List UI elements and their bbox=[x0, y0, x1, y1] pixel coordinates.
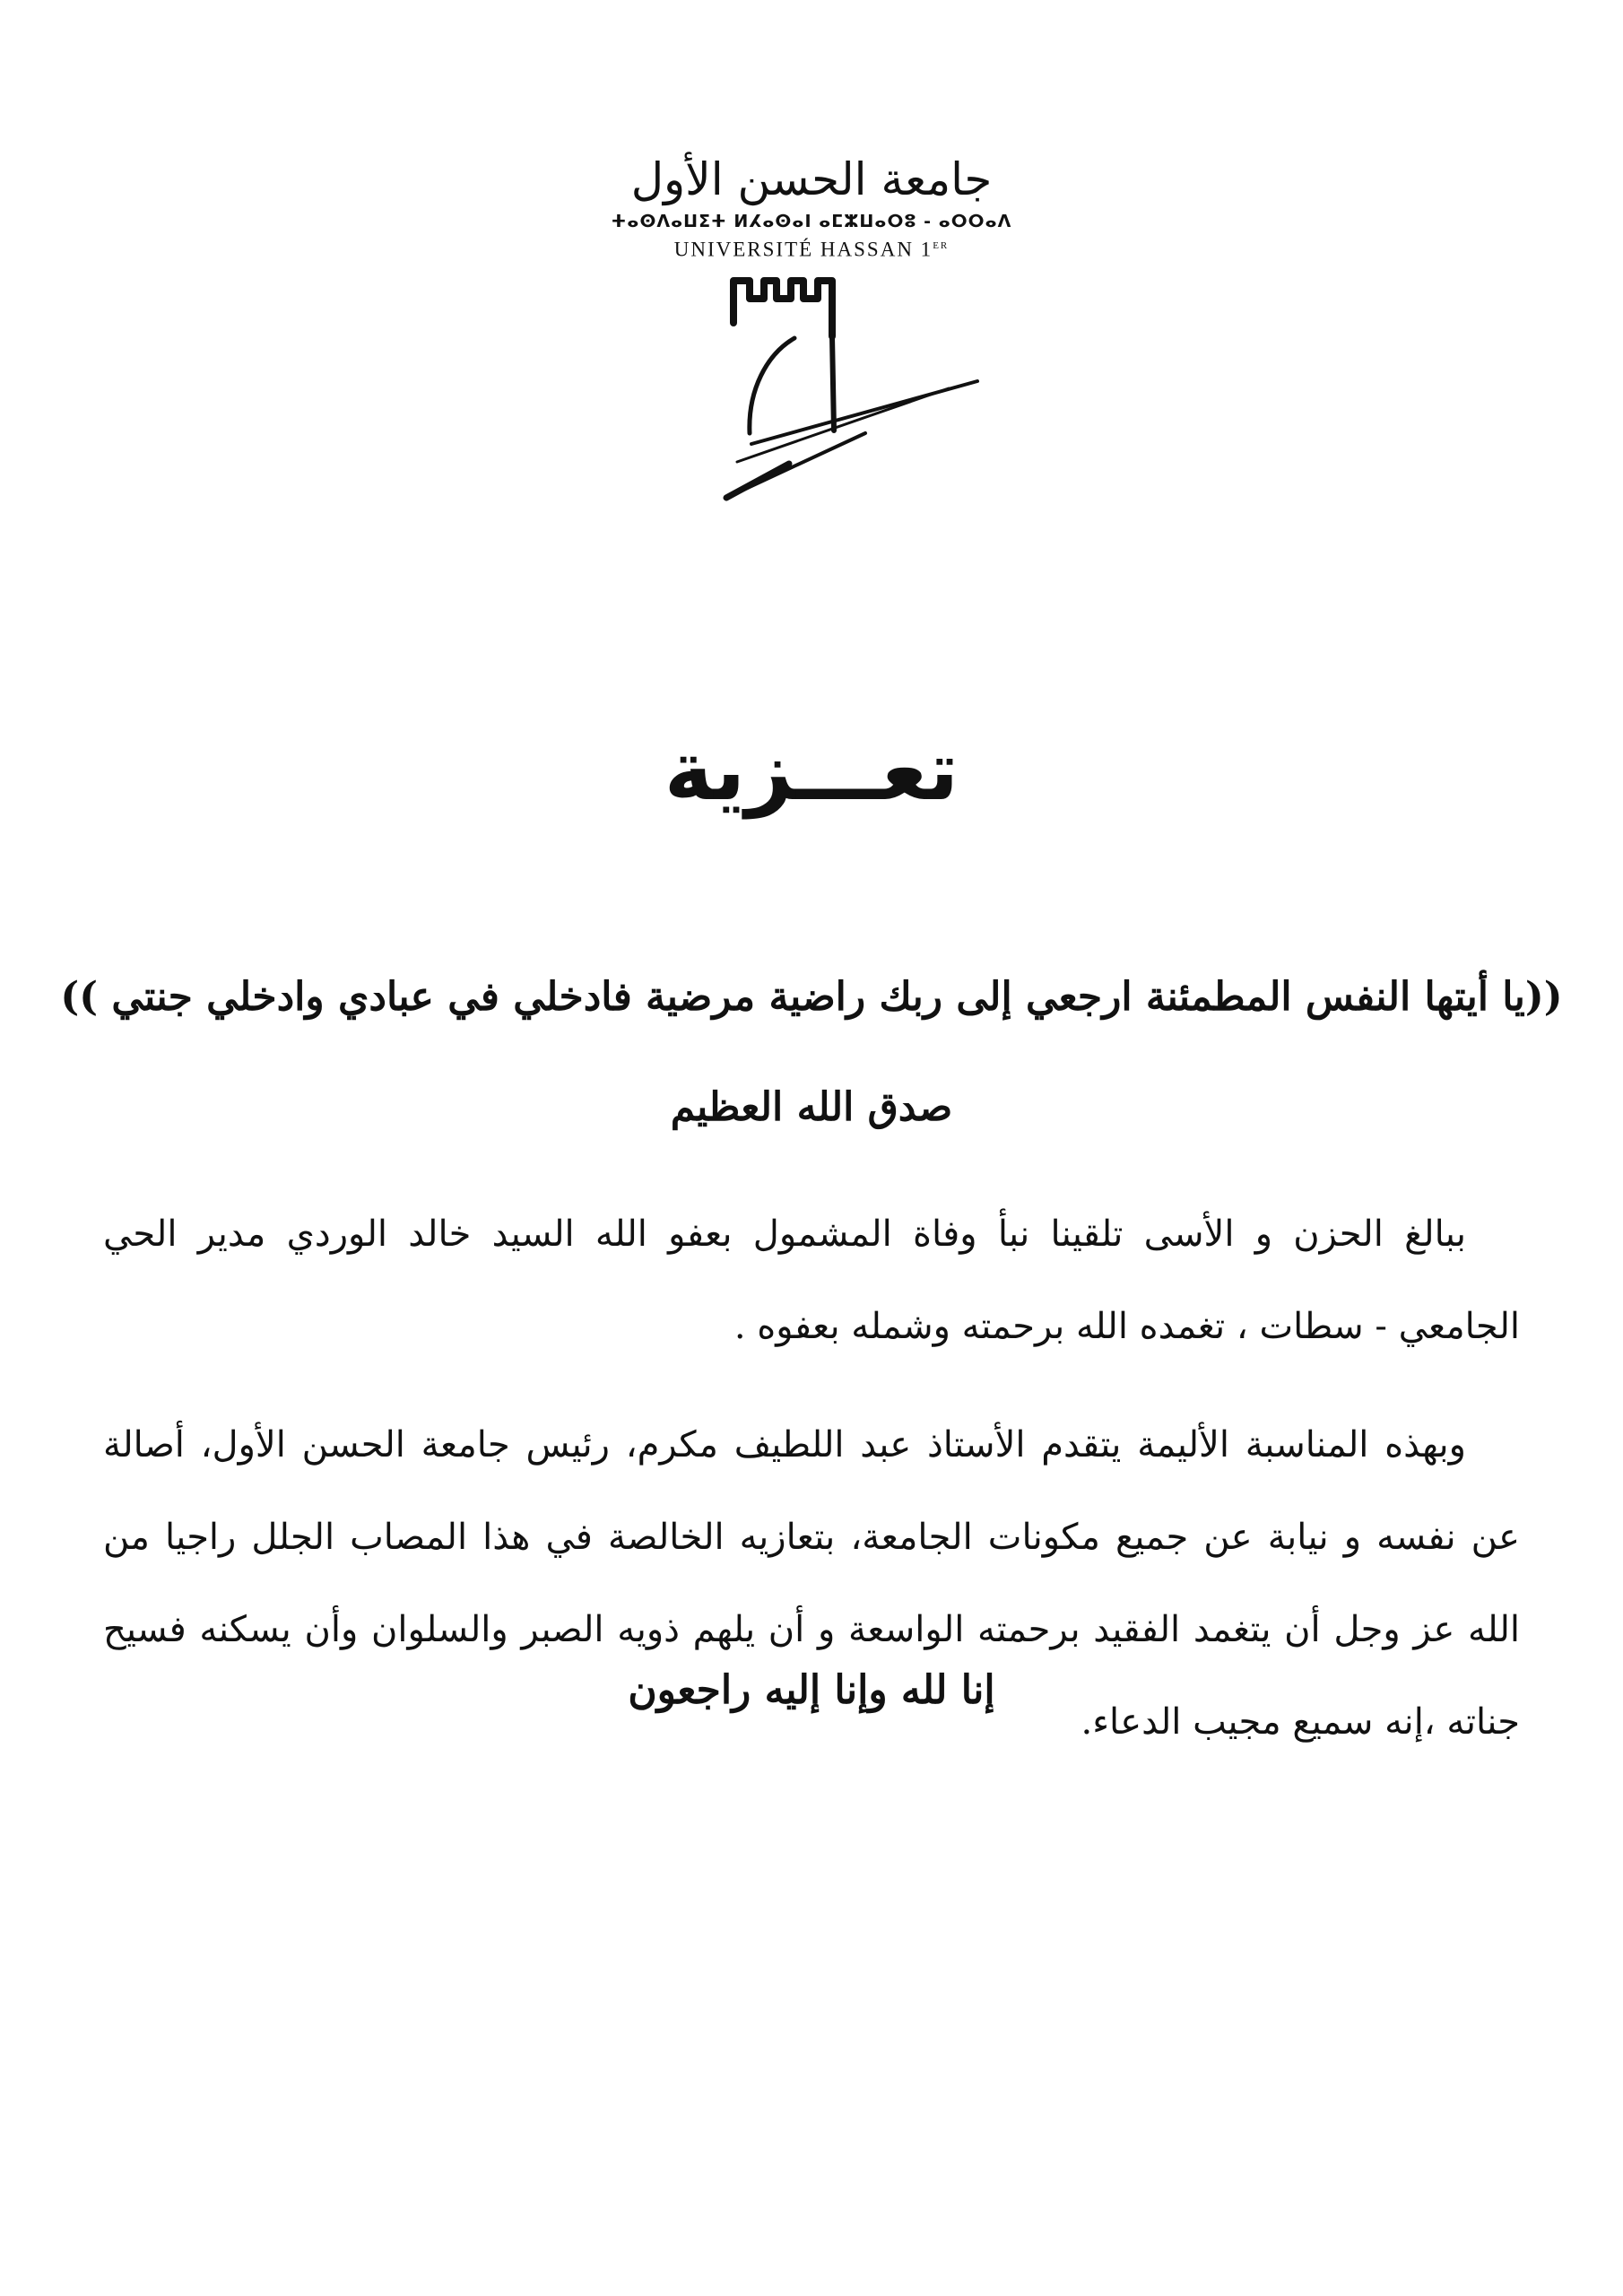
logo-tifinagh-name: ⵜⴰⵙⴷⴰⵡⵉⵜ ⵍⵃⴰⵙⴰⵏ ⴰⵎⵣⵡⴰⵔⵓ - ⴰⵔⵔⴰⴷ bbox=[611, 212, 1012, 231]
logo-latin-text: UNIVERSITÉ HASSAN 1 bbox=[673, 238, 933, 261]
verse-closing: صدق الله العظيم bbox=[670, 1084, 953, 1130]
logo-latin-name bbox=[0, 233, 1623, 263]
tower-emblem-icon bbox=[717, 274, 986, 525]
closing-phrase: إنا لله وإنا إليه راجعون bbox=[628, 1667, 995, 1713]
paragraph-text: وبهذه المناسبة الأليمة يتقدم الأستاذ عبد اللطيف مكرم، رئيس جامعة الحسن الأول، أصالة عن نفسه و نيابة عن جميع مكونات الجامعة، بتعازيه الخالصة في هذا المصاب الجلل راجيا من الله عز وجل أن يتغمد الفقيد برحمته الواسعة و أن يلهم ذويه الصبر والسلوان وأن يسكنه فسيح جناته ،إنه سميع مجيب الدعاء. bbox=[103, 1424, 1520, 1743]
logo-arabic-name: جامعة الحسن الأول bbox=[630, 153, 993, 205]
university-logo bbox=[0, 152, 1623, 263]
page-title: تعـــزية bbox=[664, 723, 959, 819]
paragraph-text: ببالغ الحزن و الأسى تلقينا نبأ وفاة المشمول بعفو الله السيد خالد الوردي مدير الحي الجامعي - سطات ، تغمده الله برحمته وشمله بعفوه . bbox=[103, 1213, 1520, 1347]
quran-verse: ((يا أيتها النفس المطمئنة ارجعي إلى ربك راضية مرضية فادخلي في عبادي وادخلي جنتي )) bbox=[60, 974, 1563, 1020]
logo-latin-sup: ER bbox=[933, 240, 950, 251]
condolence-paragraph-1 bbox=[103, 1188, 1520, 1373]
